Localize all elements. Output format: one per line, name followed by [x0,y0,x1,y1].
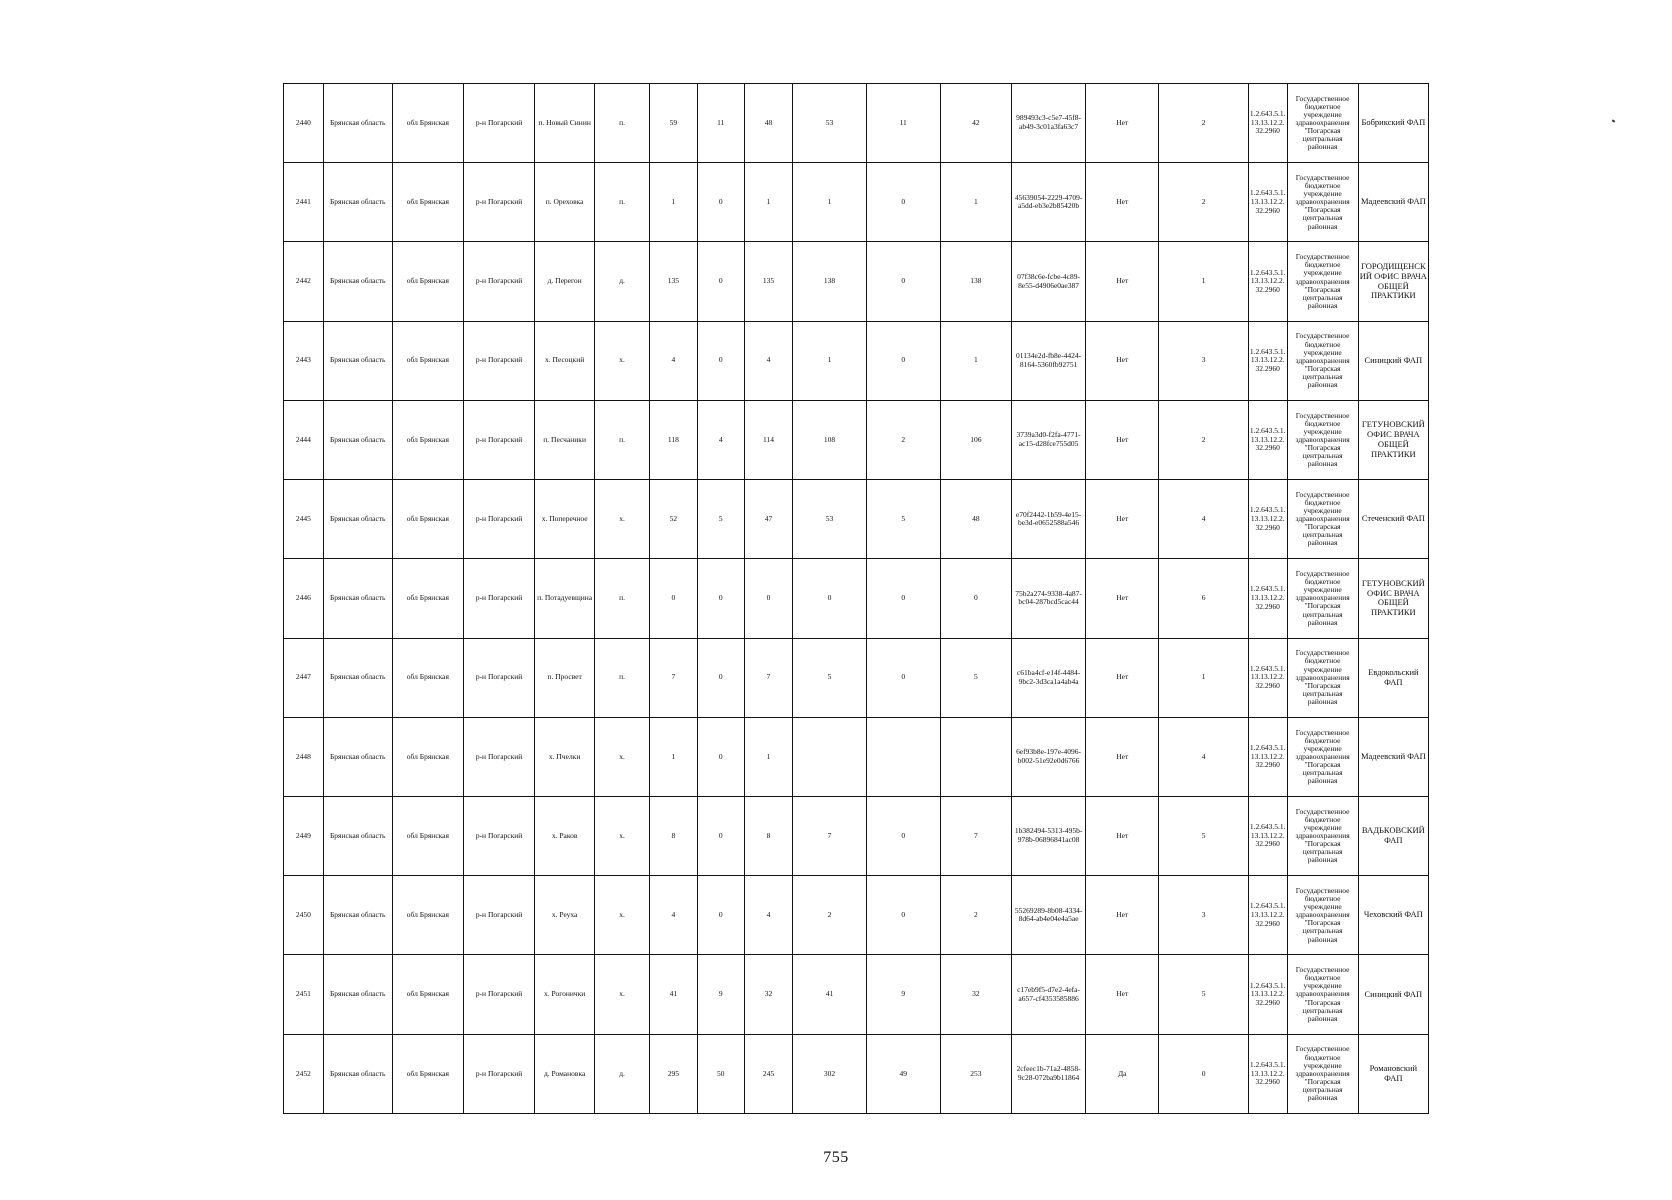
settlement-cell: х. Песоцкий [535,321,595,400]
settlement-type-cell: х. [595,321,650,400]
district-cell: р-н Погарский [463,84,534,163]
value-cell-6: 48 [940,480,1011,559]
settlement-type-cell: х. [595,480,650,559]
settlement-cell: п. Ореховка [535,163,595,242]
flag-cell: Нет [1086,638,1159,717]
value-cell-1: 1 [650,163,698,242]
flag-cell: Нет [1086,321,1159,400]
settlement-type-cell: д. [595,1034,650,1113]
district-cell: р-н Погарский [463,1034,534,1113]
guid-cell: e70f2442-1b59-4e15-be3d-e0652588a546 [1011,480,1085,559]
settlement-cell: п. Потадуевщина [535,559,595,638]
value-cell-5 [866,717,940,796]
fap-cell: Синицкий ФАП [1358,955,1428,1034]
value-cell-3: 4 [744,876,793,955]
count-cell: 0 [1159,1034,1248,1113]
value-cell-1: 1 [650,717,698,796]
fap-cell: ГЕТУНОВСКИЙ ОФИС ВРАЧА ОБЩЕЙ ПРАКТИКИ [1358,400,1428,479]
value-cell-6: 106 [940,400,1011,479]
value-cell-3: 0 [744,559,793,638]
oid-cell: 1.2.643.5.1.13.13.12.2.32.2960 [1248,955,1287,1034]
fap-cell: Синицкий ФАП [1358,321,1428,400]
settlement-cell: х. Раков [535,796,595,875]
value-cell-2: 11 [697,84,744,163]
settlement-cell: д. Романовка [535,1034,595,1113]
guid-cell: 75b2a274-9338-4a87-bc04-287bcd5cac44 [1011,559,1085,638]
count-cell: 5 [1159,796,1248,875]
region-short-cell: обл Брянская [392,242,463,321]
value-cell-6: 253 [940,1034,1011,1113]
district-cell: р-н Погарский [463,638,534,717]
row-number: 2447 [284,638,324,717]
guid-cell: 6ef93b8e-197e-4096-b002-51e92e0d6766 [1011,717,1085,796]
oid-cell: 1.2.643.5.1.13.13.12.2.32.2960 [1248,321,1287,400]
settlement-cell: х. Реуха [535,876,595,955]
settlement-type-cell: д. [595,242,650,321]
oid-cell: 1.2.643.5.1.13.13.12.2.32.2960 [1248,1034,1287,1113]
region-cell: Брянская область [323,955,392,1034]
value-cell-5: 0 [866,796,940,875]
value-cell-6: 1 [940,163,1011,242]
value-cell-1: 118 [650,400,698,479]
region-short-cell: обл Брянская [392,163,463,242]
oid-cell: 1.2.643.5.1.13.13.12.2.32.2960 [1248,242,1287,321]
region-cell: Брянская область [323,1034,392,1113]
count-cell: 5 [1159,955,1248,1034]
row-number: 2445 [284,480,324,559]
fap-cell: Стеченский ФАП [1358,480,1428,559]
region-cell: Брянская область [323,400,392,479]
guid-cell: 1b382494-5313-495b-978b-06896841ac08 [1011,796,1085,875]
organization-cell: Государственное бюджетное учреждение здравоохранения "Погарская центральная районная [1287,638,1358,717]
region-short-cell: обл Брянская [392,955,463,1034]
value-cell-4: 53 [793,84,866,163]
count-cell: 4 [1159,717,1248,796]
organization-cell: Государственное бюджетное учреждение здравоохранения "Погарская центральная районная [1287,876,1358,955]
registry-table-body [284,84,1429,1114]
value-cell-1: 135 [650,242,698,321]
organization-cell: Государственное бюджетное учреждение здравоохранения "Погарская центральная районная [1287,559,1358,638]
district-cell: р-н Погарский [463,321,534,400]
value-cell-4: 138 [793,242,866,321]
settlement-type-cell: п. [595,84,650,163]
value-cell-2: 5 [697,480,744,559]
settlement-type-cell: п. [595,638,650,717]
region-cell: Брянская область [323,796,392,875]
count-cell: 2 [1159,84,1248,163]
value-cell-4: 1 [793,163,866,242]
organization-cell: Государственное бюджетное учреждение здравоохранения "Погарская центральная районная [1287,321,1358,400]
value-cell-3: 1 [744,717,793,796]
flag-cell: Нет [1086,480,1159,559]
guid-cell: 2cfeec1b-71a2-4858-9c28-072ba9b11864 [1011,1034,1085,1113]
region-cell: Брянская область [323,559,392,638]
value-cell-3: 8 [744,796,793,875]
guid-cell: 45639054-2229-4709-a5dd-eb3e2b85420b [1011,163,1085,242]
value-cell-2: 0 [697,242,744,321]
region-cell: Брянская область [323,84,392,163]
settlement-cell: д. Перегон [535,242,595,321]
flag-cell: Нет [1086,796,1159,875]
organization-cell: Государственное бюджетное учреждение здравоохранения "Погарская центральная районная [1287,796,1358,875]
region-cell: Брянская область [323,242,392,321]
region-short-cell: обл Брянская [392,638,463,717]
oid-cell: 1.2.643.5.1.13.13.12.2.32.2960 [1248,638,1287,717]
row-number: 2449 [284,796,324,875]
district-cell: р-н Погарский [463,796,534,875]
guid-cell: 989493c3-c5e7-45f8-ab49-3c01a3fa63c7 [1011,84,1085,163]
fap-cell: Романовский ФАП [1358,1034,1428,1113]
value-cell-4: 5 [793,638,866,717]
guid-cell: 07f38c6e-fcbe-4c89-8e55-d4906e0ae387 [1011,242,1085,321]
value-cell-4: 41 [793,955,866,1034]
count-cell: 6 [1159,559,1248,638]
row-number: 2448 [284,717,324,796]
district-cell: р-н Погарский [463,400,534,479]
guid-cell: c17eb9f5-d7e2-4efa-a657-cf4353585886 [1011,955,1085,1034]
table-row [284,84,1429,163]
settlement-cell: х. Рогонички [535,955,595,1034]
value-cell-3: 114 [744,400,793,479]
value-cell-6: 0 [940,559,1011,638]
value-cell-5: 49 [866,1034,940,1113]
value-cell-3: 48 [744,84,793,163]
value-cell-2: 0 [697,321,744,400]
organization-cell: Государственное бюджетное учреждение здравоохранения "Погарская центральная районная [1287,400,1358,479]
district-cell: р-н Погарский [463,955,534,1034]
value-cell-2: 4 [697,400,744,479]
count-cell: 1 [1159,242,1248,321]
count-cell: 4 [1159,480,1248,559]
flag-cell: Нет [1086,717,1159,796]
district-cell: р-н Погарский [463,163,534,242]
value-cell-1: 41 [650,955,698,1034]
region-cell: Брянская область [323,163,392,242]
region-cell: Брянская область [323,321,392,400]
value-cell-6: 42 [940,84,1011,163]
count-cell: 2 [1159,163,1248,242]
region-cell: Брянская область [323,876,392,955]
value-cell-2: 0 [697,163,744,242]
row-number: 2450 [284,876,324,955]
settlement-cell: п. Песчаники [535,400,595,479]
count-cell: 3 [1159,876,1248,955]
flag-cell: Нет [1086,955,1159,1034]
flag-cell: Нет [1086,163,1159,242]
settlement-type-cell: х. [595,876,650,955]
region-short-cell: обл Брянская [392,559,463,638]
value-cell-6: 1 [940,321,1011,400]
page-number: 755 [823,1149,849,1166]
value-cell-6 [940,717,1011,796]
table-row [284,400,1429,479]
value-cell-1: 295 [650,1034,698,1113]
value-cell-6: 2 [940,876,1011,955]
settlement-cell: п. Просвет [535,638,595,717]
guid-cell: 01134e2d-fb8e-4424-8164-5360fb92751 [1011,321,1085,400]
settlement-type-cell: п. [595,559,650,638]
region-short-cell: обл Брянская [392,876,463,955]
value-cell-1: 8 [650,796,698,875]
flag-cell: Да [1086,1034,1159,1113]
fap-cell: Мадеевский ФАП [1358,163,1428,242]
table-row [284,1034,1429,1113]
value-cell-1: 59 [650,84,698,163]
value-cell-2: 0 [697,638,744,717]
value-cell-2: 0 [697,717,744,796]
region-short-cell: обл Брянская [392,84,463,163]
value-cell-6: 7 [940,796,1011,875]
fap-cell: ГЕТУНОВСКИЙ ОФИС ВРАЧА ОБЩЕЙ ПРАКТИКИ [1358,559,1428,638]
value-cell-4: 302 [793,1034,866,1113]
fap-cell: Мадеевский ФАП [1358,717,1428,796]
value-cell-5: 0 [866,876,940,955]
value-cell-2: 0 [697,876,744,955]
fap-cell: ВАДЬКОВСКИЙ ФАП [1358,796,1428,875]
row-number: 2444 [284,400,324,479]
district-cell: р-н Погарский [463,242,534,321]
table-row [284,796,1429,875]
district-cell: р-н Погарский [463,717,534,796]
value-cell-5: 2 [866,400,940,479]
count-cell: 3 [1159,321,1248,400]
row-number: 2441 [284,163,324,242]
table-row [284,321,1429,400]
region-short-cell: обл Брянская [392,717,463,796]
guid-cell: 55269289-8b08-4334-8d64-ab4e04e4a5ae [1011,876,1085,955]
value-cell-2: 0 [697,796,744,875]
table-row [284,163,1429,242]
region-short-cell: обл Брянская [392,321,463,400]
value-cell-3: 135 [744,242,793,321]
value-cell-5: 0 [866,242,940,321]
organization-cell: Государственное бюджетное учреждение здравоохранения "Погарская центральная районная [1287,480,1358,559]
value-cell-3: 47 [744,480,793,559]
settlement-type-cell: х. [595,955,650,1034]
value-cell-6: 32 [940,955,1011,1034]
fap-cell: Евдокольский ФАП [1358,638,1428,717]
value-cell-5: 0 [866,638,940,717]
value-cell-3: 1 [744,163,793,242]
region-short-cell: обл Брянская [392,1034,463,1113]
flag-cell: Нет [1086,84,1159,163]
oid-cell: 1.2.643.5.1.13.13.12.2.32.2960 [1248,84,1287,163]
value-cell-4: 1 [793,321,866,400]
settlement-type-cell: п. [595,163,650,242]
value-cell-5: 0 [866,163,940,242]
organization-cell: Государственное бюджетное учреждение здравоохранения "Погарская центральная районная [1287,717,1358,796]
oid-cell: 1.2.643.5.1.13.13.12.2.32.2960 [1248,796,1287,875]
flag-cell: Нет [1086,400,1159,479]
value-cell-5: 9 [866,955,940,1034]
organization-cell: Государственное бюджетное учреждение здравоохранения "Погарская центральная районная [1287,84,1358,163]
table-row [284,242,1429,321]
value-cell-5: 0 [866,559,940,638]
value-cell-3: 7 [744,638,793,717]
value-cell-4 [793,717,866,796]
count-cell: 2 [1159,400,1248,479]
flag-cell: Нет [1086,559,1159,638]
region-cell: Брянская область [323,717,392,796]
settlement-type-cell: п. [595,400,650,479]
guid-cell: 3739a3d0-f2fa-4771-ac15-d28fce755d05 [1011,400,1085,479]
value-cell-1: 4 [650,321,698,400]
table-row [284,638,1429,717]
table-row [284,876,1429,955]
district-cell: р-н Погарский [463,876,534,955]
value-cell-1: 4 [650,876,698,955]
value-cell-3: 245 [744,1034,793,1113]
row-number: 2452 [284,1034,324,1113]
value-cell-4: 7 [793,796,866,875]
row-number: 2451 [284,955,324,1034]
district-cell: р-н Погарский [463,480,534,559]
oid-cell: 1.2.643.5.1.13.13.12.2.32.2960 [1248,163,1287,242]
table-row [284,480,1429,559]
settlement-cell: х. Пчелки [535,717,595,796]
flag-cell: Нет [1086,876,1159,955]
table-row [284,717,1429,796]
value-cell-1: 52 [650,480,698,559]
value-cell-4: 0 [793,559,866,638]
value-cell-3: 32 [744,955,793,1034]
oid-cell: 1.2.643.5.1.13.13.12.2.32.2960 [1248,876,1287,955]
settlement-cell: п. Новый Синин [535,84,595,163]
value-cell-1: 7 [650,638,698,717]
organization-cell: Государственное бюджетное учреждение здравоохранения "Погарская центральная районная [1287,955,1358,1034]
value-cell-2: 0 [697,559,744,638]
value-cell-4: 2 [793,876,866,955]
fap-cell: ГОРОДИЩЕНСКИЙ ОФИС ВРАЧА ОБЩЕЙ ПРАКТИКИ [1358,242,1428,321]
oid-cell: 1.2.643.5.1.13.13.12.2.32.2960 [1248,480,1287,559]
oid-cell: 1.2.643.5.1.13.13.12.2.32.2960 [1248,717,1287,796]
settlement-type-cell: х. [595,796,650,875]
region-short-cell: обл Брянская [392,480,463,559]
value-cell-3: 4 [744,321,793,400]
district-cell: р-н Погарский [463,559,534,638]
region-short-cell: обл Брянская [392,400,463,479]
value-cell-6: 138 [940,242,1011,321]
region-cell: Брянская область [323,638,392,717]
row-number: 2443 [284,321,324,400]
flag-cell: Нет [1086,242,1159,321]
value-cell-1: 0 [650,559,698,638]
fap-cell: Чеховский ФАП [1358,876,1428,955]
value-cell-5: 11 [866,84,940,163]
row-number: 2446 [284,559,324,638]
value-cell-5: 0 [866,321,940,400]
row-number: 2442 [284,242,324,321]
count-cell: 1 [1159,638,1248,717]
settlement-type-cell: х. [595,717,650,796]
value-cell-2: 9 [697,955,744,1034]
scan-speck [1612,119,1616,122]
settlement-cell: х. Поперечное [535,480,595,559]
oid-cell: 1.2.643.5.1.13.13.12.2.32.2960 [1248,400,1287,479]
fap-cell: Бобрикский ФАП [1358,84,1428,163]
value-cell-5: 5 [866,480,940,559]
organization-cell: Государственное бюджетное учреждение здравоохранения "Погарская центральная районная [1287,163,1358,242]
value-cell-2: 50 [697,1034,744,1113]
value-cell-6: 5 [940,638,1011,717]
registry-table [283,83,1429,1114]
region-cell: Брянская область [323,480,392,559]
table-row [284,955,1429,1034]
guid-cell: c61ba4cf-e14f-4484-9bc2-3d3ca1a4ab4a [1011,638,1085,717]
row-number: 2440 [284,84,324,163]
organization-cell: Государственное бюджетное учреждение здравоохранения "Погарская центральная районная [1287,1034,1358,1113]
region-short-cell: обл Брянская [392,796,463,875]
oid-cell: 1.2.643.5.1.13.13.12.2.32.2960 [1248,559,1287,638]
value-cell-4: 53 [793,480,866,559]
table-row [284,559,1429,638]
value-cell-4: 108 [793,400,866,479]
organization-cell: Государственное бюджетное учреждение здравоохранения "Погарская центральная районная [1287,242,1358,321]
